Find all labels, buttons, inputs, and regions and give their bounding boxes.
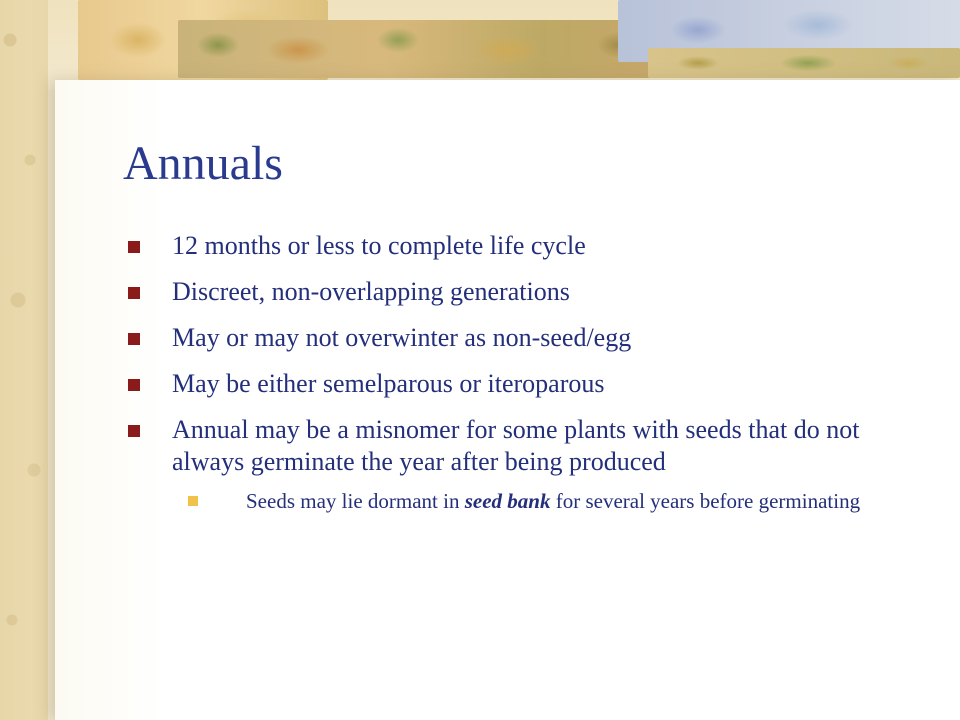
subbullet-text-after: for several years before germinating (550, 489, 861, 513)
banner-leaf-decoration (648, 48, 960, 78)
square-bullet-icon (128, 287, 140, 299)
bullet-text: May be either semelparous or iteroparous (172, 369, 605, 398)
subbullet-emphasis: seed bank (464, 489, 551, 513)
square-bullet-icon (128, 241, 140, 253)
leaf-banner (48, 0, 960, 90)
square-bullet-icon (128, 425, 140, 437)
square-bullet-icon (128, 379, 140, 391)
bullet-item (128, 368, 918, 400)
subbullet-item (188, 488, 918, 514)
bullet-text: May or may not overwinter as non-seed/egg (172, 323, 632, 352)
subbullet-list (172, 488, 918, 514)
subbullet-text-before: Seeds may lie dormant in (246, 489, 465, 513)
slide-title: Annuals (123, 137, 283, 190)
square-subbullet-icon (188, 496, 198, 506)
bullet-item (128, 322, 918, 354)
bullet-item (128, 230, 918, 262)
bullet-text: 12 months or less to complete life cycle (172, 231, 586, 260)
parchment-border-left (0, 0, 48, 720)
bullet-text: Annual may be a misnomer for some plants with seeds that do not always germinate the year after being produced (172, 415, 860, 476)
square-bullet-icon (128, 333, 140, 345)
bullet-item (128, 414, 918, 514)
bullet-list (128, 230, 918, 528)
bullet-item (128, 276, 918, 308)
bullet-text: Discreet, non-overlapping generations (172, 277, 570, 306)
